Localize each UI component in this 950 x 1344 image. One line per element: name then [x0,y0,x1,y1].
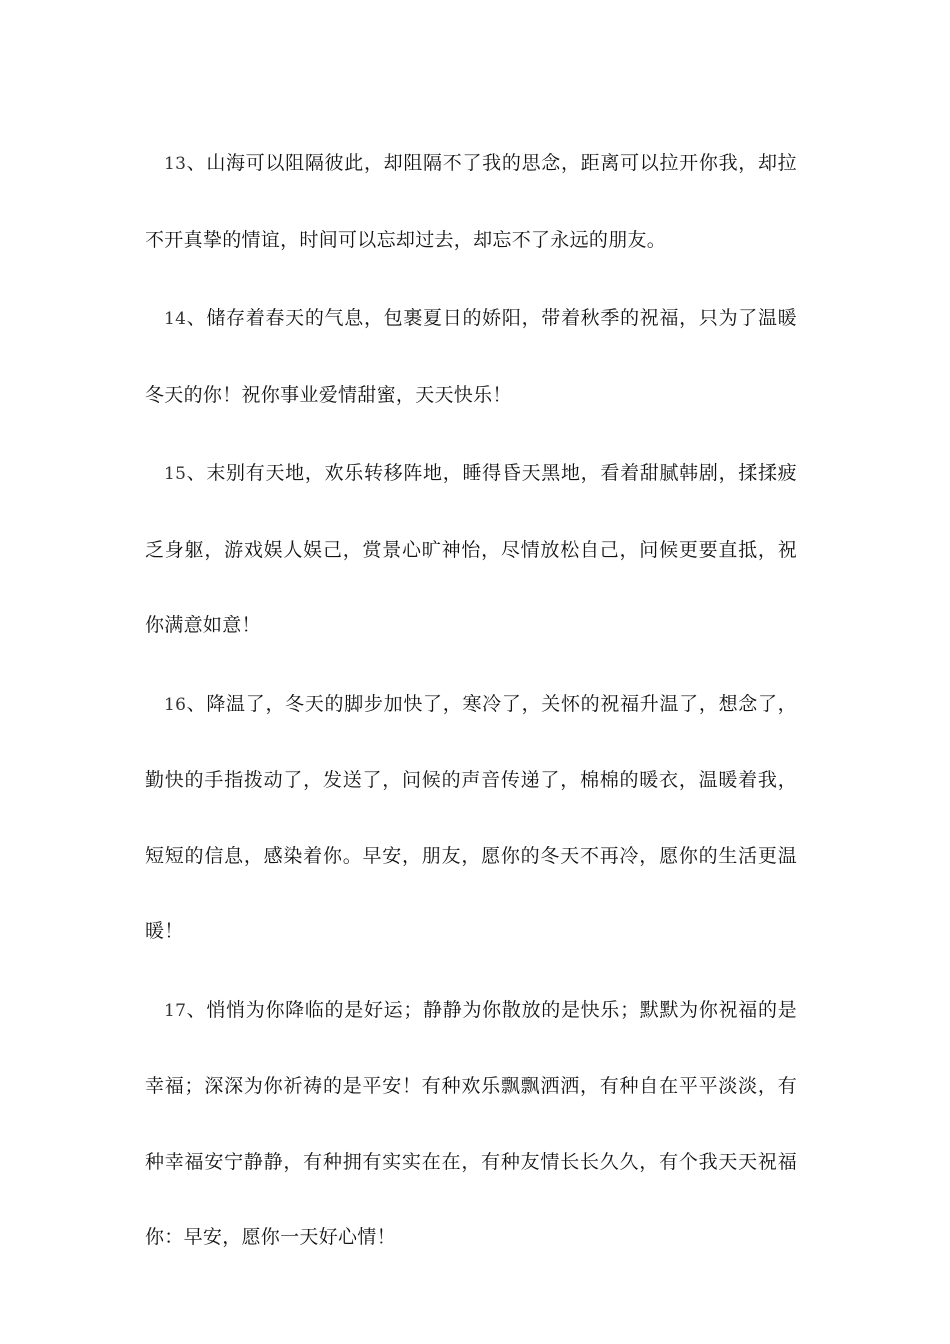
paragraph-separator: 、 [186,152,207,174]
paragraph-number: 13 [164,154,187,174]
paragraph-separator: 、 [186,998,207,1021]
paragraph-separator: 、 [186,692,207,715]
paragraph-14 [145,281,797,433]
paragraph-15 [145,436,797,664]
paragraph-text: 悄悄为你降临的是好运；静静为你散放的是快乐；默默为你祝福的是幸福；深深为你祈祷的是平安！有种欢乐飘飘洒洒，有种自在平平淡淡，有种幸福安宁静静，有种拥有实实在在，有种友情长长久久，有个我天天祝福你：早安，愿你一天好心情！ [145,998,797,1248]
paragraph-text: 降温了，冬天的脚步加快了，寒冷了，关怀的祝福升温了，想念了，勤快的手指拨动了，发送了，问候的声音传递了，棉棉的暖衣，温暖着我，短短的信息，感染着你。早安，朋友，愿你的冬天不再冷，愿你的生活更温暖！ [145,692,797,942]
paragraph-16 [145,667,797,970]
paragraph-text: 山海可以阻隔彼此，却阻隔不了我的思念，距离可以拉开你我，却拉不开真挚的情谊，时间可以忘却过去，却忘不了永远的朋友。 [145,152,797,251]
paragraph-text: 末别有天地，欢乐转移阵地，睡得昏天黑地，看着甜腻韩剧，揉揉疲乏身躯，游戏娱人娱己，赏景心旷神怡，尽情放松自己，问候更要直抵，祝你满意如意！ [145,462,797,636]
paragraph-separator: 、 [186,462,207,484]
paragraph-17 [145,973,797,1276]
paragraph-13 [145,126,797,278]
paragraph-number: 14 [164,309,187,329]
paragraph-number: 16 [164,694,187,715]
paragraph-text: 储存着春天的气息，包裹夏日的娇阳，带着秋季的祝福，只为了温暖冬天的你！祝你事业爱情甜蜜，天天快乐！ [145,307,797,406]
paragraph-separator: 、 [186,307,207,329]
paragraph-number: 17 [164,1000,187,1021]
paragraph-number: 15 [164,464,187,484]
